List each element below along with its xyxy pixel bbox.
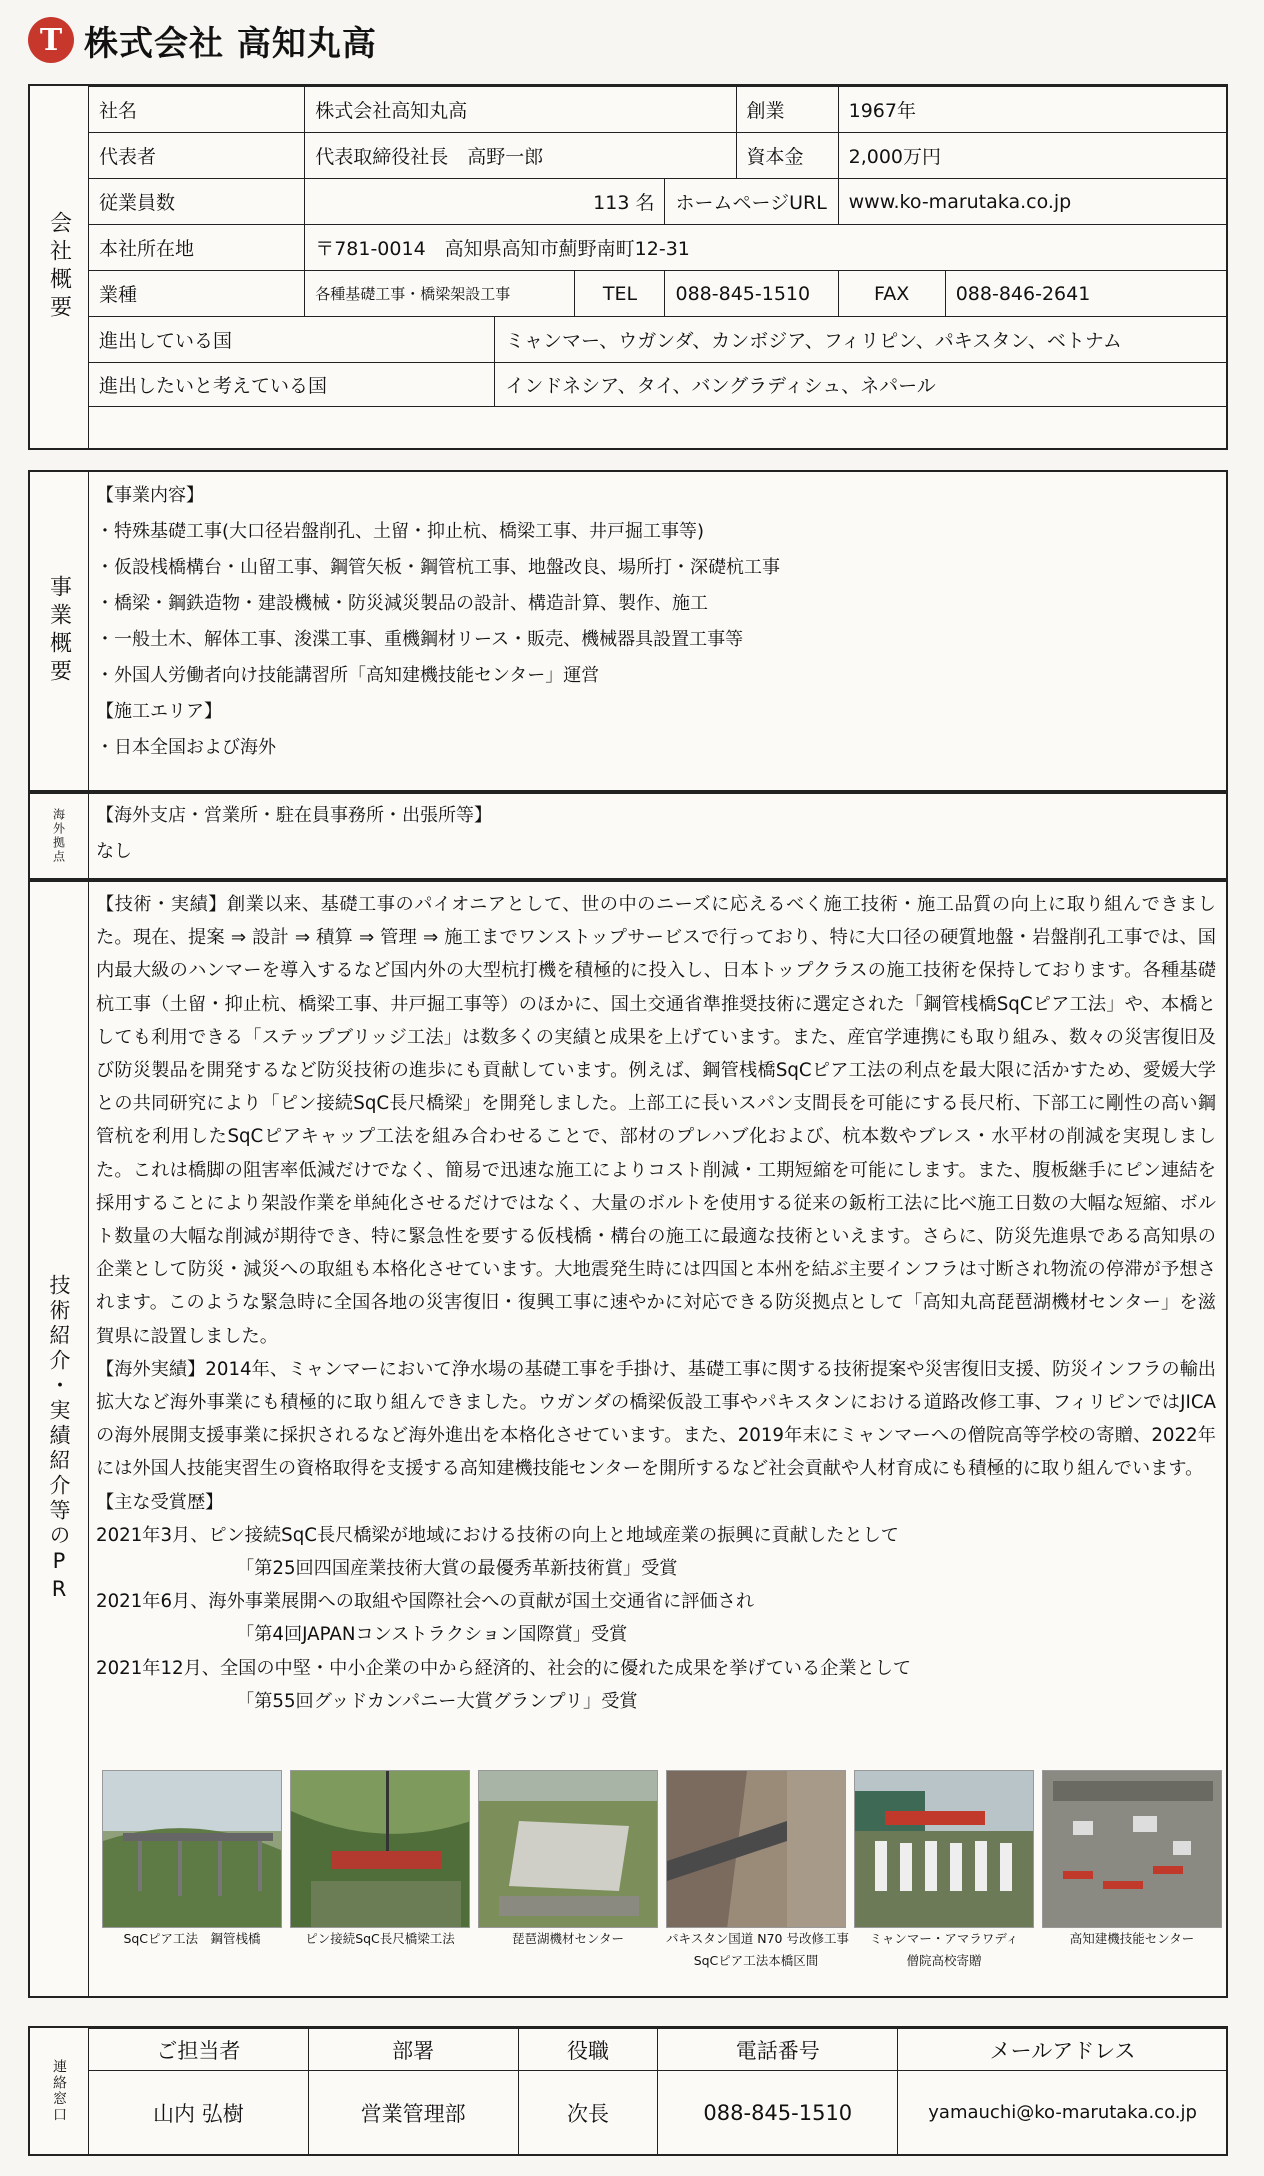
business-label: 業種 — [89, 271, 305, 317]
contact-person: 山内 弘樹 — [89, 2071, 309, 2155]
tel-value: 088-845-1510 — [665, 271, 838, 317]
photo-caption: 僧院高校寄贈 — [906, 1953, 982, 1968]
contact-email[interactable]: yamauchi@ko-marutaka.co.jp — [898, 2071, 1228, 2155]
target-countries-label: 進出したいと考えている国 — [89, 363, 495, 407]
business-value: 各種基礎工事・橋梁架設工事 — [305, 271, 575, 317]
photo-gallery — [102, 1770, 1222, 1972]
award-entry — [96, 1585, 1216, 1651]
employees-label: 従業員数 — [89, 179, 305, 225]
overseas-record-text: 【海外実績】2014年、ミャンマーにおいて浄水場の基礎工事を手掛け、基礎工事に関する技術提案や災害復旧支援、防災インフラの輸出拡大など海外事業にも積極的に取り組んできました。ウガンダの橋梁仮設工事やパキスタンにおける道路改修工事、フィリピンではJICAの海外展開支援事業に採択されるなど海外進出を本格化させています。また、2019年末にミャンマーへの僧院高等学校の寄贈、2022年には外国人技能実習生の資格取得を支援する高知建機技能センターを開所するなど社会貢献や人材育成にも積極的に取り組んでいます。 — [96, 1358, 1216, 1480]
contact-title-header: 役職 — [518, 2029, 658, 2071]
business-heading: 【事業内容】 — [96, 485, 204, 506]
photo-caption: 琵琶湖機材センター — [511, 1931, 624, 1946]
company-overview-section — [28, 84, 1228, 450]
photo-biwako-center — [478, 1770, 658, 1928]
photo-myanmar-school — [854, 1770, 1034, 1928]
photo-pakistan-road — [666, 1770, 846, 1928]
company-logo-icon: T — [28, 17, 74, 63]
photo-caption: SqCピア工法 鋼管桟橋 — [123, 1931, 261, 1946]
contact-phone-header: 電話番号 — [658, 2029, 898, 2071]
photo-caption: ピン接続SqC長尺橋梁工法 — [305, 1931, 455, 1946]
fax-value: 088-846-2641 — [945, 271, 1227, 317]
photo-card — [102, 1770, 282, 1972]
contact-dept-header: 部署 — [308, 2029, 518, 2071]
award-line: 2021年12月、全国の中堅・中小企業の中から経済的、社会的に優れた成果を挙げている企業として — [96, 1657, 912, 1679]
pr-content — [96, 888, 1216, 1718]
business-side-label: 事業概要 — [30, 472, 89, 790]
countries-value: ミャンマー、ウガンダ、カンボジア、フィリピン、パキスタン、ベトナム — [495, 317, 1228, 363]
overseas-side-label: 海外拠点 — [30, 794, 89, 878]
company-title: 株式会社 高知丸高 — [84, 23, 377, 64]
award-line: 2021年6月、海外事業展開への取組や国際社会への貢献が国土交通省に評価され — [96, 1591, 755, 1613]
photo-caption: パキスタン国道 N70 号改修工事 — [666, 1931, 849, 1946]
award-name: 「第25回四国産業技術大賞の最優秀革新技術賞」受賞 — [236, 1558, 678, 1580]
pr-side-label: 技術紹介・実績紹介等のPR — [30, 882, 89, 1996]
employees-value: 113 名 — [305, 179, 665, 225]
contact-title: 次長 — [518, 2071, 658, 2155]
business-item: ・橋梁・鋼鉄造物・建設機械・防災減災製品の設計、構造計算、製作、施工 — [96, 593, 708, 614]
contact-side-label: 連絡窓口 — [30, 2028, 89, 2154]
photo-pin-bridge — [290, 1770, 470, 1928]
photo-pier-bridge — [102, 1770, 282, 1928]
target-countries-value: インドネシア、タイ、バングラディシュ、ネパール — [495, 363, 1228, 407]
founded-value: 1967年 — [838, 87, 1227, 133]
countries-label: 進出している国 — [89, 317, 495, 363]
header — [28, 10, 377, 70]
overseas-content — [96, 798, 1216, 870]
homepage-link[interactable]: www.ko-marutaka.co.jp — [838, 179, 1227, 225]
company-name-label: 社名 — [89, 87, 305, 133]
business-overview-section — [28, 470, 1228, 792]
photo-caption: ミャンマー・アマラワディ — [869, 1931, 1019, 1946]
area-heading: 【施工エリア】 — [96, 701, 222, 722]
contact-dept: 営業管理部 — [308, 2071, 518, 2155]
overview-table — [88, 86, 1228, 407]
photo-kenki-center — [1042, 1770, 1222, 1928]
contact-table — [88, 2028, 1228, 2155]
address-value: 〒781-0014 高知県高知市薊野南町12-31 — [305, 225, 1228, 271]
fax-label: FAX — [838, 271, 945, 317]
business-content — [96, 478, 1216, 766]
photo-card — [478, 1770, 658, 1972]
area-value: ・日本全国および海外 — [96, 737, 276, 758]
photo-card — [666, 1770, 849, 1972]
business-item: ・一般土木、解体工事、浚渫工事、重機鋼材リース・販売、機械器具設置工事等 — [96, 629, 744, 650]
capital-value: 2,000万円 — [838, 133, 1227, 179]
capital-label: 資本金 — [736, 133, 838, 179]
award-entry — [96, 1652, 1216, 1718]
award-name: 「第55回グッドカンパニー大賞グランプリ」受賞 — [236, 1690, 638, 1712]
contact-person-header: ご担当者 — [89, 2029, 309, 2071]
award-name: 「第4回JAPANコンストラクション国際賞」受賞 — [236, 1624, 628, 1646]
award-line: 2021年3月、ピン接続SqC長尺橋梁が地域における技術の向上と地域産業の振興に貢献したとして — [96, 1524, 899, 1546]
photo-card — [290, 1770, 470, 1972]
photo-card — [1042, 1770, 1222, 1972]
homepage-label: ホームページURL — [665, 179, 838, 225]
business-item: ・外国人労働者向け技能講習所「高知建機技能センター」運営 — [96, 665, 600, 686]
photo-caption: SqCピア工法本橋区間 — [693, 1953, 819, 1968]
overview-side-label: 会社概要 — [30, 86, 89, 448]
awards-heading: 【主な受賞歴】 — [96, 1491, 224, 1513]
photo-card — [854, 1770, 1034, 1972]
business-item: ・特殊基礎工事(大口径岩盤削孔、土留・抑止杭、橋梁工事、井戸掘工事等) — [96, 521, 705, 542]
business-item: ・仮設桟橋構台・山留工事、鋼管矢板・鋼管杭工事、地盤改良、場所打・深礎杭工事 — [96, 557, 780, 578]
rep-value: 代表取締役社長 高野一郎 — [305, 133, 736, 179]
contact-email-header: メールアドレス — [898, 2029, 1228, 2071]
address-label: 本社所在地 — [89, 225, 305, 271]
overseas-bases-section — [28, 792, 1228, 880]
overseas-heading: 【海外支店・営業所・駐在員事務所・出張所等】 — [96, 805, 492, 826]
company-name-value: 株式会社高知丸高 — [305, 87, 736, 133]
rep-label: 代表者 — [89, 133, 305, 179]
award-entry — [96, 1519, 1216, 1585]
photo-caption: 高知建機技能センター — [1069, 1931, 1195, 1946]
tel-label: TEL — [575, 271, 665, 317]
overseas-value: なし — [96, 841, 132, 862]
contact-phone[interactable]: 088-845-1510 — [658, 2071, 898, 2155]
founded-label: 創業 — [736, 87, 838, 133]
pr-section — [28, 880, 1228, 1998]
contact-section — [28, 2026, 1228, 2156]
tech-record-text: 【技術・実績】創業以来、基礎工事のパイオニアとして、世の中のニーズに応えるべく施工技術・施工品質の向上に取り組んできました。現在、提案 ⇒ 設計 ⇒ 積算 ⇒ 管理 ⇒ 施工までワンストップサービスで行っており、特に大口径の硬質地盤・岩盤削孔工事では、国内最大級のハンマーを導入するなど国内外の大型杭打機を積極的に投入し、日本トップクラスの施工技術を保持しております。各種基礎杭工事（土留・抑止杭、橋梁工事、井戸掘工事等）のほかに、国土交通省準推奨技術に選定された「鋼管桟橋SqCピア工法」や、本橋としても利用できる「ステップブリッジ工法」は数多くの実績と成果を上げています。また、産官学連携にも取り組み、数々の災害復旧及び防災製品を開発するなど防災技術の進歩にも貢献しています。例えば、鋼管桟橋SqCピア工法の利点を最大限に活かすため、愛媛大学との共同研究により「ピン接続SqC長尺橋梁」を開発しました。上部工に長いスパン支間長を可能にする長尺桁、下部工に剛性の高い鋼管杭を利用したSqCピアキャップ工法を組み合わせることで、部材のプレハブ化および、杭本数やブレス・水平材の削減を実現しました。これは橋脚の阻害率低減だけでなく、簡易で迅速な施工によりコスト削減・工期短縮を可能にします。また、腹板継手にピン連結を採用することにより架設作業を単純化させるだけではなく、大量のボルトを使用する従来の鈑桁工法に比べ施工日数の大幅な短縮、ボルト数量の大幅な削減が期待でき、特に緊急性を要する仮桟橋・構台の施工に最適な技術といえます。さらに、防災先進県である高知県の企業として防災・減災への取組も本格化させています。大地震発生時には四国と本州を結ぶ主要インフラは寸断され物流の停滞が予想されます。このような緊急時に全国各地の災害復旧・復興工事に速やかに対応できる防災拠点として「高知丸高琵琶湖機材センター」を滋賀県に設置しました。 — [96, 894, 1216, 1347]
